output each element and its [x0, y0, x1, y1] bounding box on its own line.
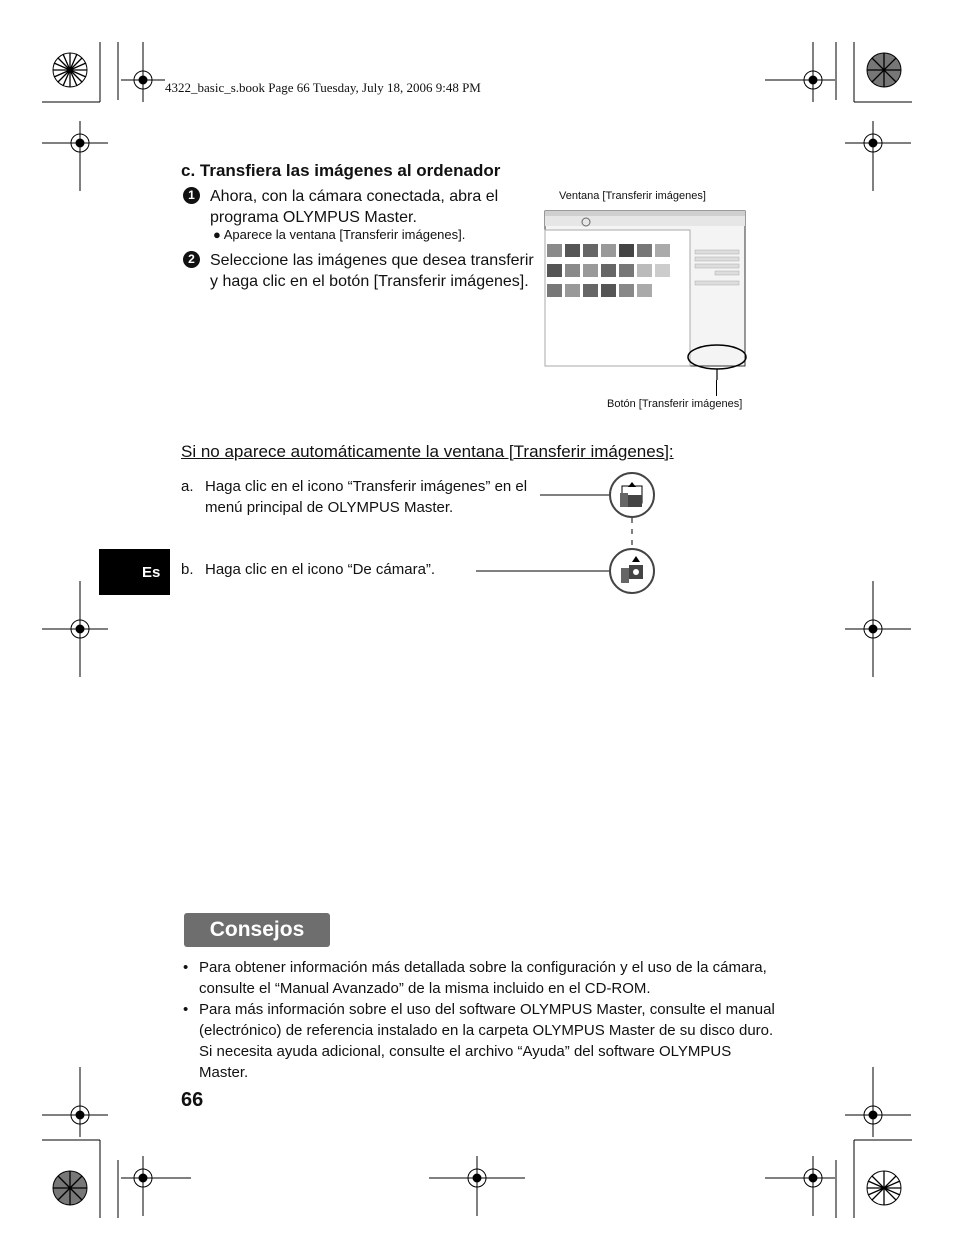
fallback-item-a-text: Haga clic en el icono “Transferir imágenes” en el menú principal de OLYMPUS Master.	[205, 478, 528, 516]
transfer-images-icon	[610, 473, 654, 517]
step-2-text: Seleccione las imágenes que desea transferir y haga clic en el botón [Transferir imágenes].	[210, 252, 534, 290]
language-tab	[99, 549, 170, 595]
figure-caption-window: Ventana [Transferir imágenes]	[559, 190, 706, 202]
tip-item	[181, 999, 781, 1083]
fallback-heading: Si no aparece automáticamente la ventana [Transferir imágenes]:	[181, 442, 674, 461]
icon-callouts	[470, 468, 670, 598]
step-number-1: 1	[183, 187, 200, 204]
tips-title: Consejos	[184, 913, 330, 947]
step-1-text: Ahora, con la cámara conectada, abra el programa OLYMPUS Master.	[210, 188, 499, 226]
tip-item	[181, 957, 781, 999]
fallback-item-a-marker: a.	[181, 478, 194, 495]
section-title: c. Transfiera las imágenes al ordenador	[181, 161, 501, 180]
step-1-bullet	[213, 227, 465, 242]
from-camera-icon	[610, 549, 654, 593]
bullet-icon: •	[183, 959, 189, 976]
tip-1-text: Para obtener información más detallada sobre la configuración y el uso de la cámara, consulte el “Manual Avanzado” de la misma incluido en el CD-ROM.	[199, 959, 767, 997]
language-tab-label: Es	[142, 564, 161, 581]
bullet-dot-icon: ●	[213, 227, 221, 242]
step-number-2: 2	[183, 251, 200, 268]
callout-line	[716, 380, 717, 396]
tip-2-text: Para más información sobre el uso del software OLYMPUS Master, consulte el manual (electrónico) de referencia instalado en la carpeta OLYMPUS Master de su disco duro. Si necesita ayuda adicional, consulte el archivo “Ayuda” del software OLYMPUS Master.	[199, 1001, 775, 1081]
bullet-icon: •	[183, 1001, 189, 1018]
tips-list	[181, 957, 781, 1083]
step-1-bullet-text: Aparece la ventana [Transferir imágenes].	[223, 227, 466, 242]
transfer-window-screenshot	[540, 205, 755, 380]
figure-caption-button: Botón [Transferir imágenes]	[607, 398, 743, 410]
page-number: 66	[181, 1089, 204, 1111]
fallback-item-b-text: Haga clic en el icono “De cámara”.	[205, 561, 436, 578]
book-header: 4322_basic_s.book Page 66 Tuesday, July 18, 2006 9:48 PM	[165, 80, 481, 95]
fallback-item-b-marker: b.	[181, 561, 194, 578]
